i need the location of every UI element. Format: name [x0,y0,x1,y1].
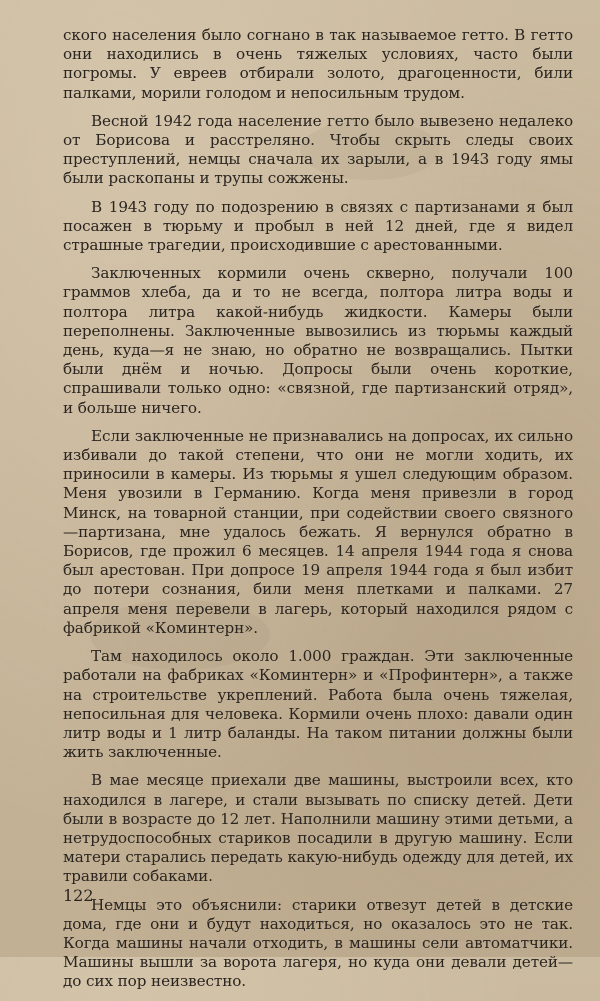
paragraph: В 1943 году по подозрению в связях с партизанами я был посажен в тюрьму и пробыл в ней 12 дней, где я видел страшные трагедии, происходившие с арестованными. [63,197,573,255]
paragraph: Весной 1942 года население гетто было вывезено недалеко от Борисова и расстреляно. Чтобы скрыть следы своих преступлений, немцы сначала их зарыли, а в 1943 году ямы были раскопаны и трупы сожжены. [63,111,573,188]
paragraph: Там находилось около 1.000 граждан. Эти заключенные работали на фабриках «Коминтерн» и «Профинтерн», а также на строительстве укреплений. Работа была очень тяжелая, непосильная для человека. Кормили очень плохо: давали один литр воды и 1 литр баланды. На таком питании должны были жить заключенные. [63,647,573,762]
page-body [63,26,573,1001]
paragraph: ского населения было согнано в так называемое гетто. В гетто они находились в очень тяжелых условиях, часто были погромы. У евреев отбирали золото, драгоценности, били палками, морили голодом и непосильным трудом. [63,26,573,102]
page-number: 122 [63,886,94,905]
paragraph: В мае месяце приехали две машины, выстроили всех, кто находился в лагере, и стали вызывать по списку детей. Дети были в возрасте до 12 лет. Наполнили машину этими детьми, а нетрудоспособных стариков посадили в другую машину. Если матери старались передать какую-нибудь одежду для детей, их травили собаками. [63,771,573,886]
paragraph: Заключенных кормили очень скверно, получали 100 граммов хлеба, да и то не всегда, полтора литра воды и полтора литра какой-нибудь жидкости. Камеры были переполнены. Заключенные вывозились из тюрьмы каждый день, куда—я не знаю, но обратно не возвращались. Пытки были днём и ночью. Допросы были очень короткие, спрашивали только одно: «связной, где партизанский отряд», и больше ничего. [63,264,573,417]
paragraph: Если заключенные не признавались на допросах, их сильно избивали до такой степени, что они не могли ходить, их приносили в камеры. Из тюрьмы я ушел следующим образом. Меня увозили в Германию. Когда меня привезли в город Минск, на товарной станции, при содействии своего связного—партизана, мне удалось бежать. Я вернулся обратно в Борисов, где прожил 6 месяцев. 14 апреля 1944 года я снова был арестован. При допросе 19 апреля 1944 года я был избит до потери сознания, били меня плетками и палками. 27 апреля меня перевели в лагерь, который находился рядом с фабрикой «Коминтерн». [63,426,573,637]
paragraph: Немцы это объяснили: старики отвезут детей в детские дома, где они и будут находиться, но оказалось это не так. Когда машины начали отходить, в машины сели автоматчики. Машины вышли за ворота лагеря, но куда они девали детей—до сих пор неизвестно. [63,895,573,991]
